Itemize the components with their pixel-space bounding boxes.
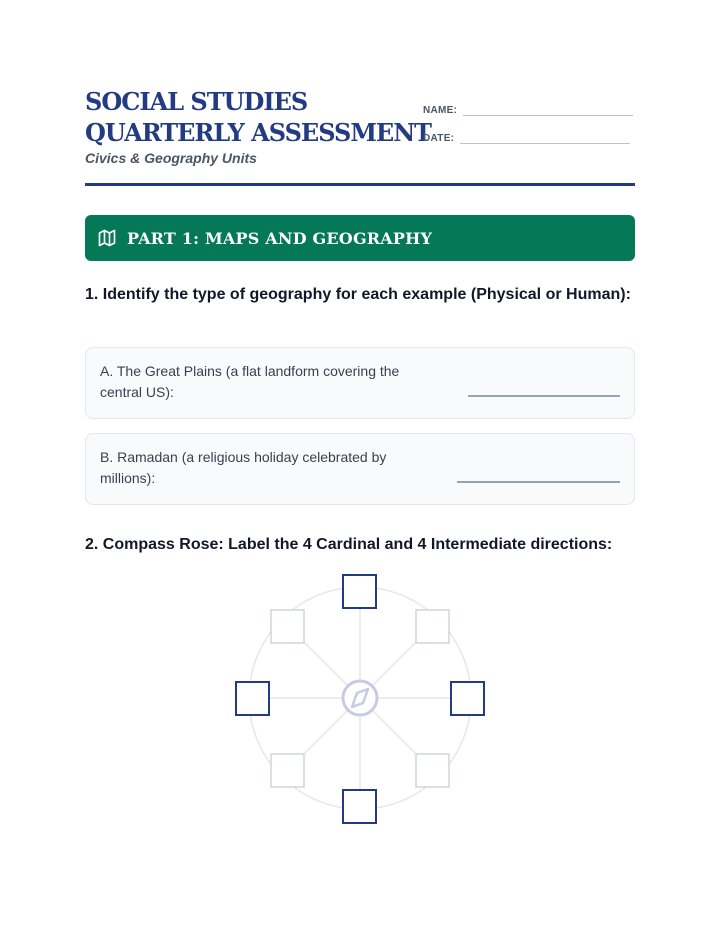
name-label: NAME: <box>423 105 458 116</box>
question-1a-card <box>85 347 635 419</box>
part1-heading: PART 1: MAPS AND GEOGRAPHY <box>127 228 433 248</box>
direction-box-northeast[interactable] <box>416 610 449 643</box>
date-line[interactable] <box>460 143 630 144</box>
answer-line-1b[interactable] <box>457 481 620 483</box>
question-1a-text: A. The Great Plains (a flat landform covering the central US): <box>100 363 400 400</box>
direction-box-east[interactable] <box>451 682 484 715</box>
page-subtitle: Civics & Geography Units <box>85 150 257 166</box>
name-field[interactable] <box>423 105 633 116</box>
question-1-prompt: 1. Identify the type of geography for each example (Physical or Human): <box>85 286 631 303</box>
direction-box-northwest[interactable] <box>271 610 304 643</box>
compass-rose <box>235 567 485 827</box>
answer-line-1a[interactable] <box>468 395 620 397</box>
direction-box-west[interactable] <box>236 682 269 715</box>
name-line[interactable] <box>463 115 633 116</box>
title-line-2: QUARTERLY ASSESSMENT <box>85 118 432 147</box>
date-field[interactable] <box>423 133 630 144</box>
question-1b-text: B. Ramadan (a religious holiday celebrated by millions): <box>100 449 387 486</box>
direction-box-north[interactable] <box>343 575 376 608</box>
compass-icon <box>343 681 377 715</box>
direction-box-southwest[interactable] <box>271 754 304 787</box>
question-2-prompt: 2. Compass Rose: Label the 4 Cardinal and 4 Intermediate directions: <box>85 536 613 553</box>
direction-box-south[interactable] <box>343 790 376 823</box>
date-label: DATE: <box>423 133 455 144</box>
part1-banner <box>85 215 635 261</box>
map-icon <box>97 228 117 248</box>
question-1b-card <box>85 433 635 505</box>
assessment-page <box>85 0 635 932</box>
title-line-1: SOCIAL STUDIES <box>85 87 308 116</box>
direction-box-southeast[interactable] <box>416 754 449 787</box>
header-divider <box>85 183 635 186</box>
page-title <box>85 86 431 148</box>
